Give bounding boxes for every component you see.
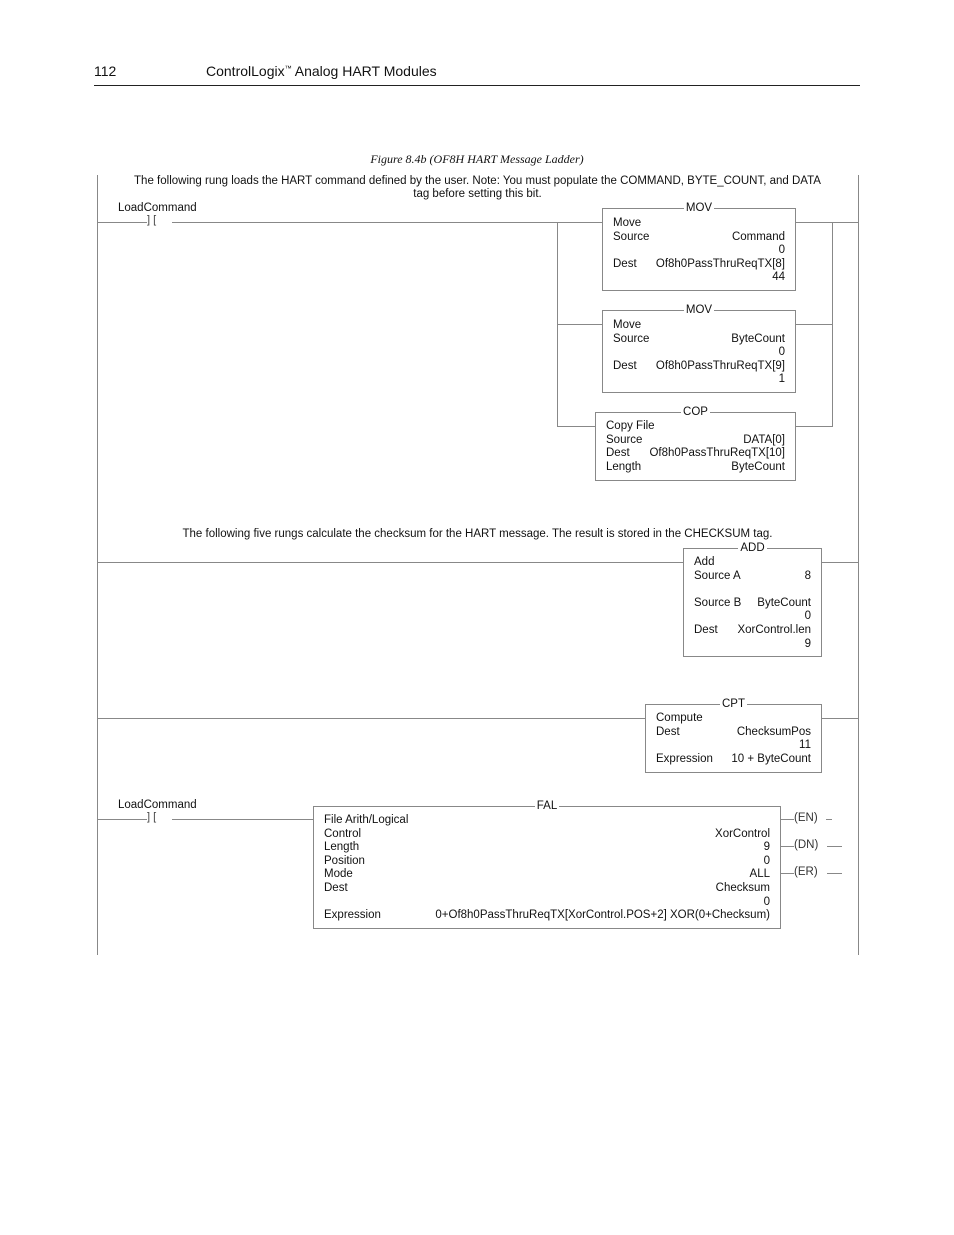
rung0-contact-icon: ] [ [147, 214, 157, 226]
cop-source-label: Source [606, 434, 643, 446]
mov2-source-label: Source [613, 333, 650, 345]
cop-length: ByteCount [731, 461, 785, 473]
running-header: ControlLogix™ Analog HART Modules [206, 63, 437, 79]
rung0-wire-3 [557, 222, 602, 223]
rung0-wire [97, 222, 147, 223]
fal-dest-label: Dest [324, 882, 348, 894]
cpt-instruction[interactable] [645, 698, 822, 773]
fal-instruction[interactable] [313, 800, 781, 929]
rung0-wire-6 [795, 324, 833, 325]
mov2-source-val: 0 [778, 346, 785, 358]
add-dest-val: 9 [804, 638, 811, 650]
coil-er-icon: (ER) [794, 866, 818, 878]
cop-source: DATA[0] [743, 434, 785, 446]
mov1-name: Move [613, 217, 642, 229]
fal-mode-label: Mode [324, 868, 353, 880]
coil-er-wire-2 [827, 873, 842, 874]
rung3-contact-tag: LoadCommand [118, 799, 197, 811]
rung1-wire-2 [821, 562, 858, 563]
fal-position-label: Position [324, 855, 365, 867]
fal-control: XorControl [715, 828, 770, 840]
coil-en-wire [781, 819, 794, 820]
coil-dn-icon: (DN) [794, 839, 819, 851]
cop-title: COP [683, 406, 708, 418]
add-dest: XorControl.len [737, 624, 811, 636]
fal-expr-label: Expression [324, 909, 381, 921]
fal-name: File Arith/Logical [324, 814, 409, 826]
add-srcb-val: 0 [804, 610, 811, 622]
cpt-expr: 10 + ByteCount [731, 753, 811, 765]
cpt-title: CPT [722, 698, 745, 710]
fal-dest-val: 0 [763, 896, 770, 908]
cop-dest-label: Dest [606, 447, 630, 459]
left-power-rail [97, 175, 98, 955]
rung0-wire-4 [795, 222, 858, 223]
figure-caption: Figure 8.4b (OF8H HART Message Ladder) [370, 152, 584, 166]
coil-en-label: EN [797, 812, 814, 824]
cpt-dest: ChecksumPos [736, 726, 811, 738]
coil-dn-label: DN [797, 839, 815, 851]
fal-position: 0 [763, 855, 770, 867]
add-instruction[interactable] [683, 542, 822, 657]
cop-instruction[interactable] [595, 406, 796, 481]
rung1-wire [97, 562, 683, 563]
rung0-comment: The following rung loads the HART command defined by the user. Note: You must populate the COMMAND, BYTE_COUNT, and DATA tag before setting this bit. [134, 175, 821, 200]
fal-dest: Checksum [715, 882, 770, 894]
fal-expr: 0+Of8h0PassThruReqTX[XorControl.POS+2] XOR(0+Checksum) [435, 909, 770, 921]
cpt-name: Compute [656, 712, 703, 724]
coil-er-label: ER [797, 866, 814, 878]
mov-instruction-2[interactable] [602, 304, 796, 393]
rung3-wire-2 [172, 819, 313, 820]
fal-length: 9 [763, 841, 770, 853]
add-srcb: ByteCount [757, 597, 811, 609]
cop-dest: Of8h0PassThruReqTX[10] [649, 447, 785, 459]
rung0-wire-7 [557, 426, 595, 427]
rung2-wire [97, 718, 645, 719]
rung0-wire-2 [172, 222, 558, 223]
cpt-dest-val: 11 [799, 739, 811, 751]
coil-er-wire [781, 873, 794, 874]
mov1-dest-label: Dest [613, 258, 637, 270]
mov1-source: Command [731, 231, 785, 243]
mov2-title: MOV [685, 304, 713, 316]
coil-dn-wire-2 [827, 846, 842, 847]
mov-instruction-1[interactable] [602, 202, 796, 291]
coil-en-icon: (EN) [794, 812, 818, 824]
fal-mode: ALL [749, 868, 770, 880]
fal-control-label: Control [324, 828, 362, 840]
add-srcb-label: Source B [694, 597, 742, 609]
cpt-dest-label: Dest [656, 726, 680, 738]
add-title: ADD [740, 542, 765, 554]
rung2-wire-2 [821, 718, 858, 719]
mov1-source-label: Source [613, 231, 650, 243]
right-power-rail [858, 175, 859, 955]
cop-length-label: Length [606, 461, 642, 473]
cpt-expr-label: Expression [656, 753, 713, 765]
rung3-contact-icon: ] [ [147, 811, 157, 823]
add-srca: 8 [804, 570, 811, 582]
mov2-dest-val: 1 [778, 373, 785, 385]
coil-dn-wire [781, 846, 794, 847]
cop-name: Copy File [606, 420, 655, 432]
rung0-contact-tag: LoadCommand [118, 202, 197, 214]
mov1-source-val: 0 [778, 244, 785, 256]
mov1-dest-val: 44 [772, 271, 785, 283]
mov1-title: MOV [685, 202, 713, 214]
mov2-name: Move [613, 319, 642, 331]
page-number: 112 [94, 63, 117, 79]
rung0-wire-5 [557, 324, 602, 325]
rung1-comment: The following five rungs calculate the checksum for the HART message. The result is stored in the CHECKSUM tag. [182, 528, 773, 540]
mov2-source: ByteCount [731, 333, 785, 345]
mov2-dest: Of8h0PassThruReqTX[9] [655, 360, 785, 372]
rung0-wire-8 [795, 426, 833, 427]
add-srca-label: Source A [694, 570, 741, 582]
fal-length-label: Length [324, 841, 360, 853]
add-name: Add [694, 556, 715, 568]
mov1-dest: Of8h0PassThruReqTX[8] [655, 258, 785, 270]
add-dest-label: Dest [694, 624, 718, 636]
fal-title: FAL [536, 800, 558, 812]
mov2-dest-label: Dest [613, 360, 637, 372]
coil-en-wire-2 [826, 819, 832, 820]
rung3-wire [97, 819, 147, 820]
